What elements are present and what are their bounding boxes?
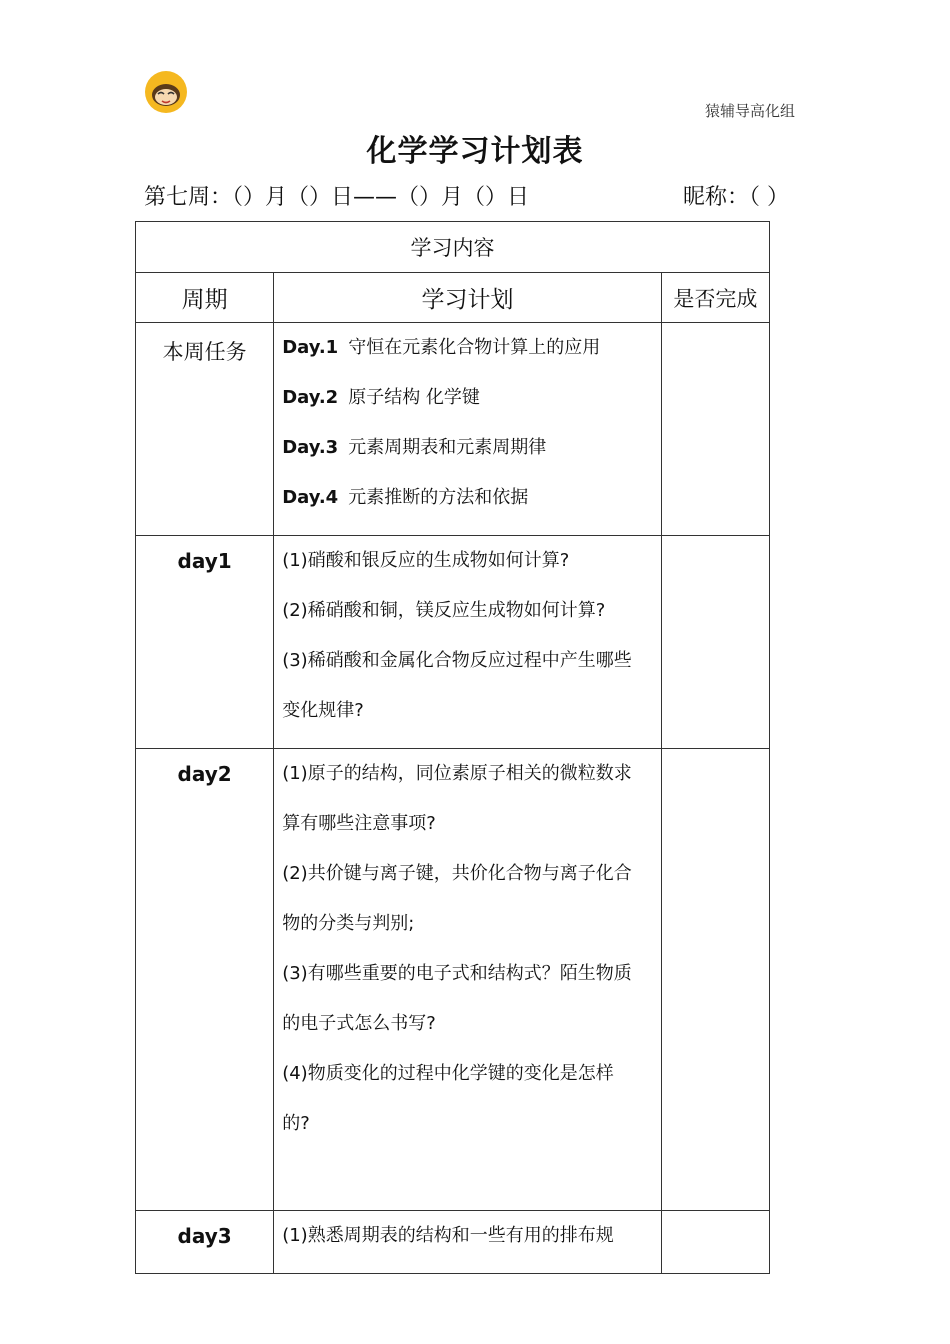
plan-line: (2)共价键与离子键，共价化合物与离子化合 [282,863,632,884]
table-row [136,749,770,1211]
period-label: 本周任务 [136,323,274,536]
plan-cell [274,536,662,749]
list-item [282,373,653,423]
task-text: 元素周期表和元素周期律 [348,437,547,458]
plan-line: 物的分类与判别; [282,913,415,934]
period-label: day2 [136,749,274,1211]
list-item [282,323,653,373]
period-label: day3 [136,1211,274,1274]
completion-cell[interactable] [661,1211,769,1274]
list-item [282,423,653,473]
monkey-logo-icon [144,70,188,114]
table-row [136,536,770,749]
plan-line: 变化规律? [282,700,364,721]
plan-line: 的? [282,1113,310,1134]
task-day-label: Day.1 [282,337,339,358]
task-text: 守恒在元素化合物计算上的应用 [348,337,601,358]
task-day-label: Day.3 [282,437,339,458]
nickname-line: 昵称：（ ） [683,185,789,210]
study-plan-table [135,221,770,1274]
table-row [136,323,770,536]
completion-cell[interactable] [661,536,769,749]
page-title: 化学学习计划表 [366,134,584,169]
plan-line: (4)物质变化的过程中化学键的变化是怎样 [282,1063,614,1084]
plan-line: (3)稀硝酸和金属化合物反应过程中产生哪些 [282,650,632,671]
task-day-label: Day.4 [282,487,339,508]
plan-line: (1)原子的结构，同位素原子相关的微粒数求 [282,763,632,784]
plan-cell [274,749,662,1211]
table-row [136,1211,770,1274]
plan-cell [274,1211,662,1274]
organization-label: 猿辅导高化组 [705,102,796,120]
column-header-plan: 学习计划 [274,273,662,323]
plan-line: 算有哪些注意事项? [282,813,436,834]
column-header-done: 是否完成 [661,273,769,323]
plan-line: (1)熟悉周期表的结构和一些有用的排布规 [282,1225,614,1246]
plan-line: (3)有哪些重要的电子式和结构式？陌生物质 [282,963,632,984]
plan-cell [274,323,662,536]
section-title: 学习内容 [136,222,770,273]
completion-cell[interactable] [661,323,769,536]
week-date-line: 第七周：（）月（）日——（）月（）日 [144,185,530,210]
task-text: 原子结构 化学键 [348,387,480,408]
list-item [282,473,653,523]
period-label: day1 [136,536,274,749]
completion-cell[interactable] [661,749,769,1211]
column-header-period: 周期 [136,273,274,323]
task-text: 元素推断的方法和依据 [348,487,529,508]
plan-line: (2)稀硝酸和铜，镁反应生成物如何计算? [282,600,606,621]
plan-line: 的电子式怎么书写? [282,1013,436,1034]
plan-line: (1)硝酸和银反应的生成物如何计算? [282,550,570,571]
task-day-label: Day.2 [282,387,339,408]
